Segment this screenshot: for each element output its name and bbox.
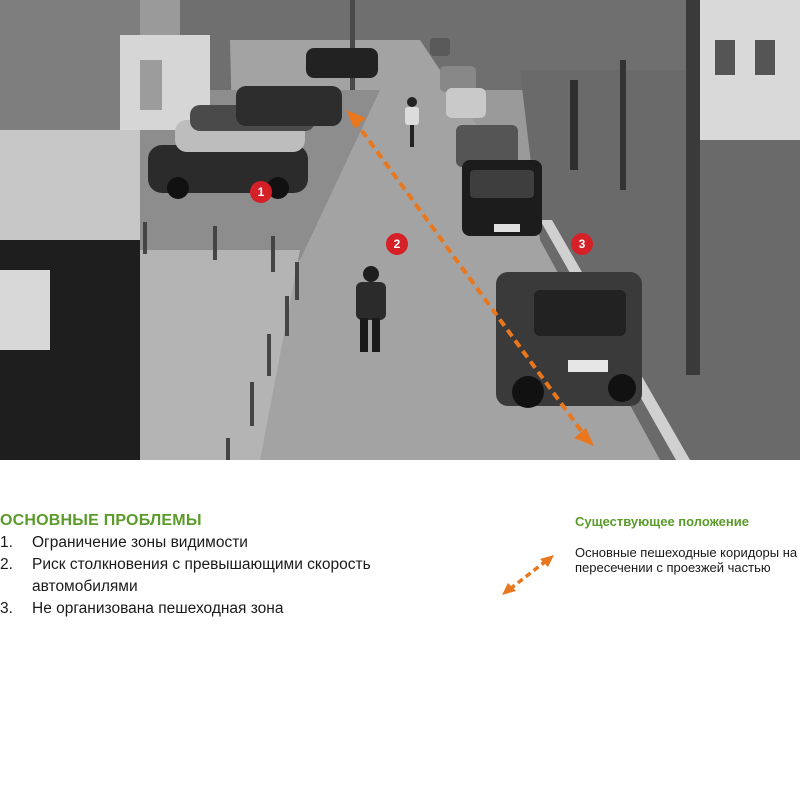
legend-description: Основные пешеходные коридоры на пересечении с проезжей частью xyxy=(575,545,798,575)
problem-text-3: Не организована пешеходная зона xyxy=(32,600,284,617)
problem-number-1: 1. xyxy=(0,534,13,551)
double-arrow-icon xyxy=(500,553,556,597)
problem-marker-3: 3 xyxy=(571,233,593,255)
problem-item-2 xyxy=(0,554,440,598)
problem-item-1 xyxy=(0,532,480,554)
legend-row xyxy=(500,545,800,575)
main-problems-title: ОСНОВНЫЕ ПРОБЛЕМЫ xyxy=(0,512,202,529)
legend-section xyxy=(500,514,800,575)
problems-list xyxy=(0,532,480,620)
problem-item-3 xyxy=(0,598,480,620)
problem-marker-1: 1 xyxy=(250,181,272,203)
problem-number-2: 2. xyxy=(0,556,13,573)
legend-title: Существующее положение xyxy=(575,514,749,529)
problem-number-3: 3. xyxy=(0,600,13,617)
problem-text-1: Ограничение зоны видимости xyxy=(32,534,248,551)
problem-marker-2: 2 xyxy=(386,233,408,255)
problem-text-2: Риск столкновения с превышающими скорость автомобилями xyxy=(32,556,371,595)
main-problems-section xyxy=(0,512,480,620)
